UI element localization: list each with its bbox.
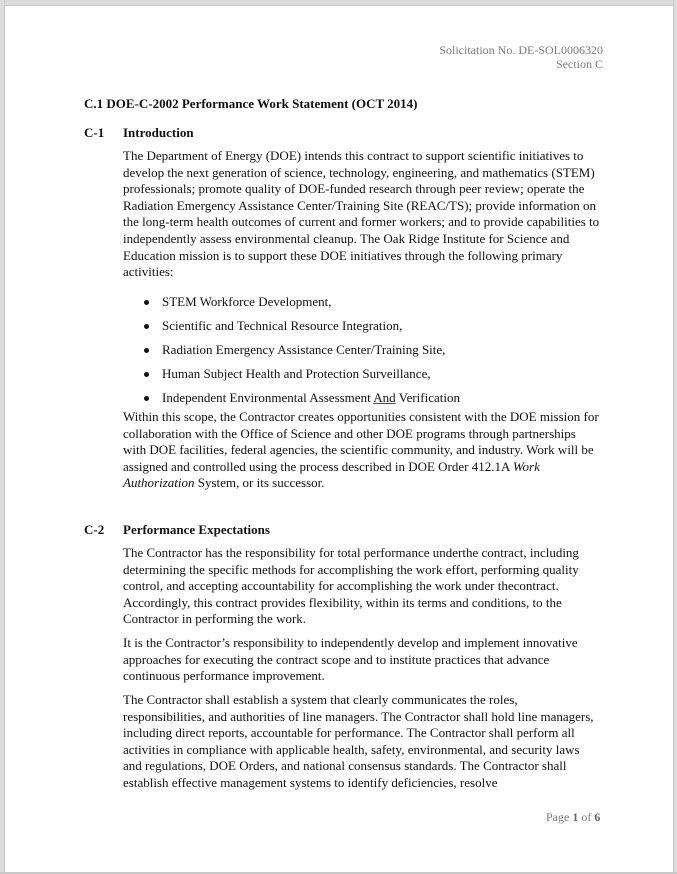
bullet-icon	[144, 300, 149, 305]
document-title: C.1 DOE-C-2002 Performance Work Statement (OCT 2014)	[84, 96, 418, 111]
performance-paragraph-2-block	[123, 635, 601, 685]
section-heading-c1	[84, 125, 194, 141]
section-title: Performance Expectations	[123, 522, 270, 537]
section-title: Introduction	[123, 125, 194, 140]
total-page-count: 6	[594, 810, 601, 824]
document-page	[5, 6, 673, 872]
section-number: C-1	[84, 125, 105, 140]
list-item: Independent Environmental Assessment And Verification	[142, 390, 460, 414]
section-number: C-2	[84, 522, 105, 537]
bullet-icon	[144, 372, 149, 377]
window-frame-right	[673, 0, 677, 874]
performance-paragraph: The Contractor shall establish a system that clearly communicates the roles, responsibilities, and authorities of line managers. The Contractor shall hold line managers, including direct reports, accountable for performance. The Contractor shall perform all activities in compliance with applicable health, safety, environmental, and security laws and regulations, DOE Orders, and national consensus standards. The Contractor shall establish effective management systems to identify deficiencies, resolve	[123, 692, 594, 790]
solicitation-number: Solicitation No. DE-SOL0006320	[439, 43, 603, 57]
bullet-icon	[144, 396, 149, 401]
list-item: Scientific and Technical Resource Integration,	[142, 318, 460, 342]
section-label: Section C	[556, 57, 603, 71]
page-footer: Page 1 of 6	[546, 810, 601, 824]
performance-paragraph: It is the Contractor’s responsibility to independently develop and implement innovative approaches for executing the contract scope and to institute practices that advance continuous performance improvement.	[123, 635, 578, 684]
section-heading-c2	[84, 522, 270, 538]
list-item: STEM Workforce Development,	[142, 294, 460, 318]
performance-paragraph-1-block	[123, 545, 601, 628]
grammar-flagged-word[interactable]: And	[373, 390, 396, 405]
bullet-icon	[144, 348, 149, 353]
bullet-icon	[144, 324, 149, 329]
page-header	[439, 43, 603, 71]
performance-paragraph-3-block	[123, 692, 601, 792]
list-item: Radiation Emergency Assistance Center/Training Site,	[142, 342, 460, 366]
current-page-number: 1	[572, 810, 579, 824]
italic-term: Work Authorization	[123, 458, 540, 491]
performance-paragraph: The Contractor has the responsibility for total performance underthe contract, including determining the specific methods for accomplishing the work effort, performing quality control, and accepting accountability for accomplishing the work under thecontract. Accordingly, this contract provides flexibility, within its terms and conditions, to the Contractor in performing the work.	[123, 545, 579, 627]
scope-paragraph: Within this scope, the Contractor creates opportunities consistent with the DOE mission for collaboration with the Office of Science and other DOE programs through partnerships with DOE facilities, federal agencies, the scientific community, and industry. Work will be assigned and controlled using the process described in DOE Order 412.1A Work Authorization System, or its successor.	[123, 409, 599, 491]
intro-paragraph: The Department of Energy (DOE) intends this contract to support scientific initiatives to develop the next generation of science, technology, engineering, and mathematics (STEM) professionals; promote quality of DOE-funded research through peer review; operate the Radiation Emergency Assistance Center/Training Site (REAC/TS); provide information on the long-term health outcomes of current and former workers; and to provide capabilities to independently assess environmental cleanup. The Oak Ridge Institute for Science and Education mission is to support these DOE initiatives through the following primary activities:	[123, 148, 600, 280]
activities-list	[142, 294, 460, 414]
scope-paragraph-block	[123, 409, 601, 492]
list-item: Human Subject Health and Protection Surveillance,	[142, 366, 460, 390]
intro-paragraph-block	[123, 148, 601, 281]
